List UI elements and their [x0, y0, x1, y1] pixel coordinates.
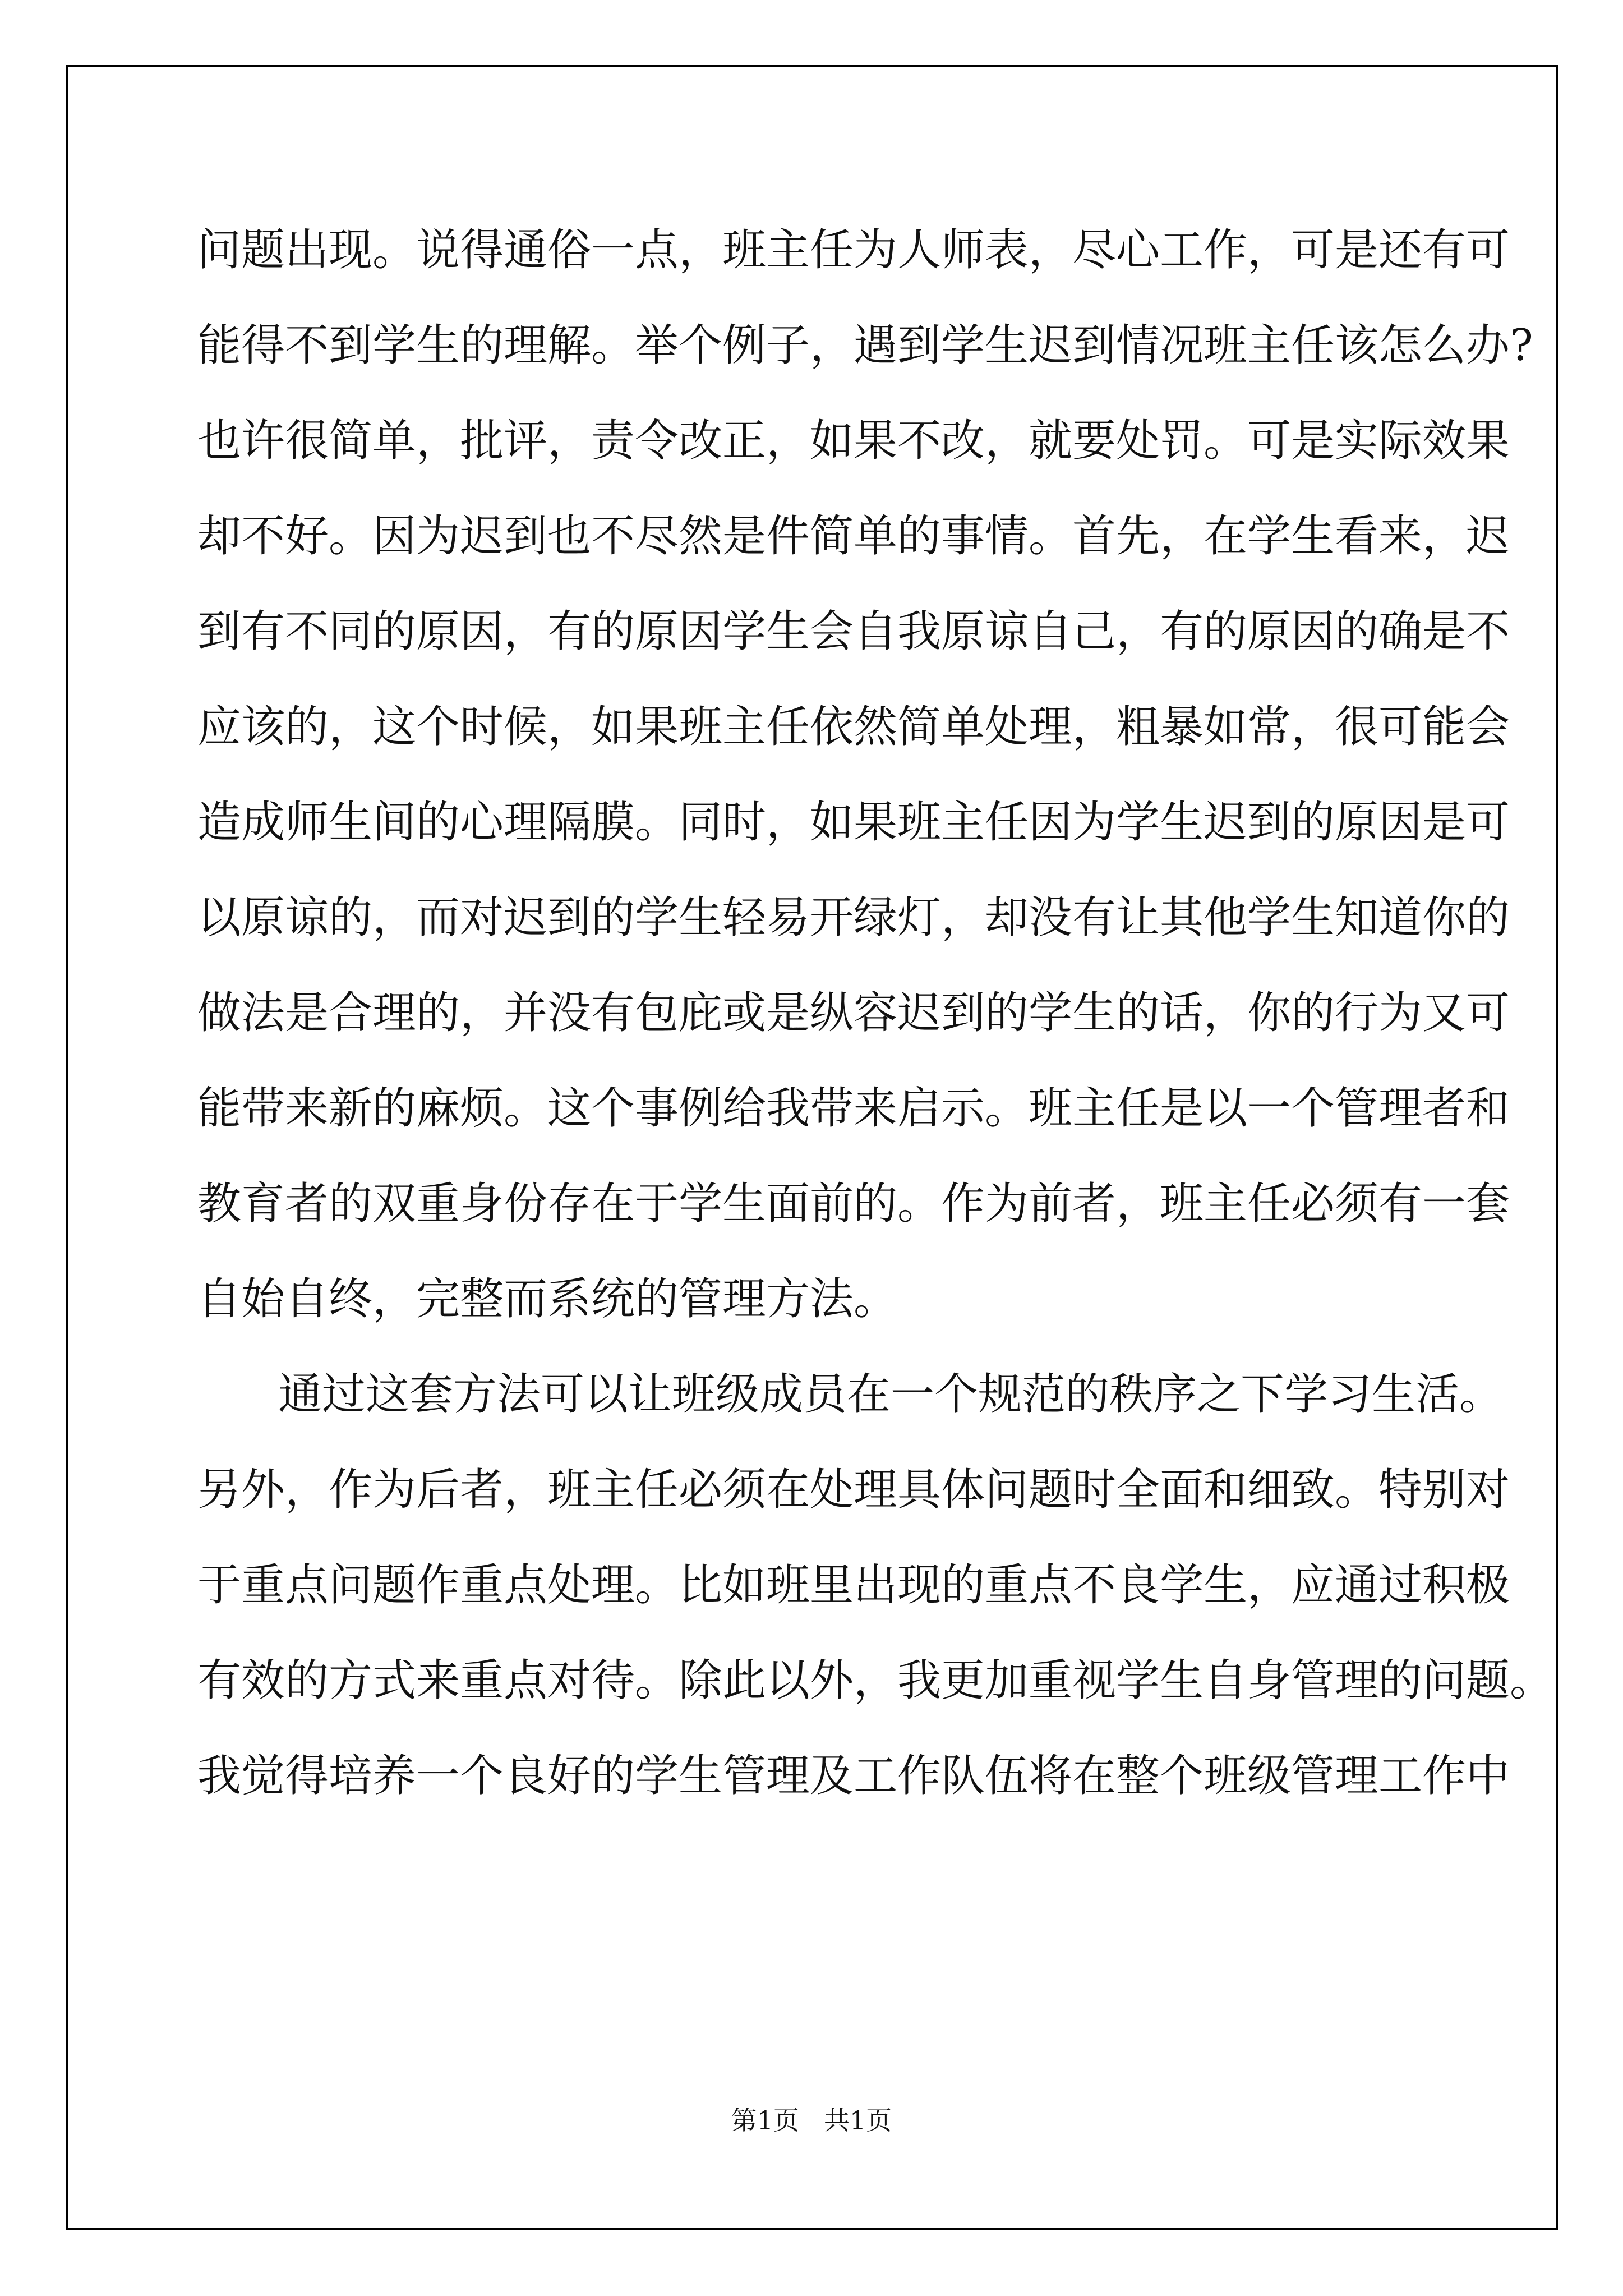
body-text-line: 以原谅的，而对迟到的学生轻易开绿灯，却没有让其他学生知道你的 — [197, 892, 1510, 943]
body-text-line: 能得不到学生的理解。举个例子，遇到学生迟到情况班主任该怎么办? — [197, 320, 1533, 371]
page-border — [66, 65, 1558, 2230]
body-text-line: 问题出现。说得通俗一点，班主任为人师表，尽心工作，可是还有可 — [197, 225, 1510, 275]
page-footer — [0, 2105, 1623, 2136]
body-text-line: 应该的，这个时候，如果班主任依然简单处理，粗暴如常，很可能会 — [197, 702, 1510, 752]
body-text-line: 教育者的双重身份存在于学生面前的。作为前者，班主任必须有一套 — [197, 1179, 1510, 1229]
body-text-line: 能带来新的麻烦。这个事例给我带来启示。班主任是以一个管理者和 — [197, 1083, 1510, 1134]
body-text-line: 却不好。因为迟到也不尽然是件简单的事情。首先，在学生看来，迟 — [197, 511, 1510, 562]
body-text-line: 自始自终，完整而系统的管理方法。 — [197, 1274, 898, 1324]
total-pages: 共1页 — [824, 2105, 892, 2136]
body-text-line: 造成师生间的心理隔膜。同时，如果班主任因为学生迟到的原因是可 — [197, 797, 1510, 848]
body-text-line: 另外，作为后者，班主任必须在处理具体问题时全面和细致。特别对 — [197, 1465, 1510, 1515]
body-text-line: 通过这套方法可以让班级成员在一个规范的秩序之下学习生活。 — [278, 1369, 1504, 1420]
page-number: 第1页 — [731, 2105, 799, 2136]
body-text-line: 做法是合理的，并没有包庇或是纵容迟到的学生的话，你的行为又可 — [197, 988, 1510, 1038]
body-text-line: 于重点问题作重点处理。比如班里出现的重点不良学生，应通过积极 — [197, 1560, 1510, 1611]
body-text-line: 有效的方式来重点对待。除此以外，我更加重视学生自身管理的问题。 — [197, 1655, 1554, 1706]
body-text-line: 到有不同的原因，有的原因学生会自我原谅自己，有的原因的确是不 — [197, 606, 1510, 657]
body-text-line: 也许很简单，批评，责令改正，如果不改，就要处罚。可是实际效果 — [197, 416, 1510, 466]
body-text-line: 我觉得培养一个良好的学生管理及工作队伍将在整个班级管理工作中 — [197, 1751, 1510, 1801]
